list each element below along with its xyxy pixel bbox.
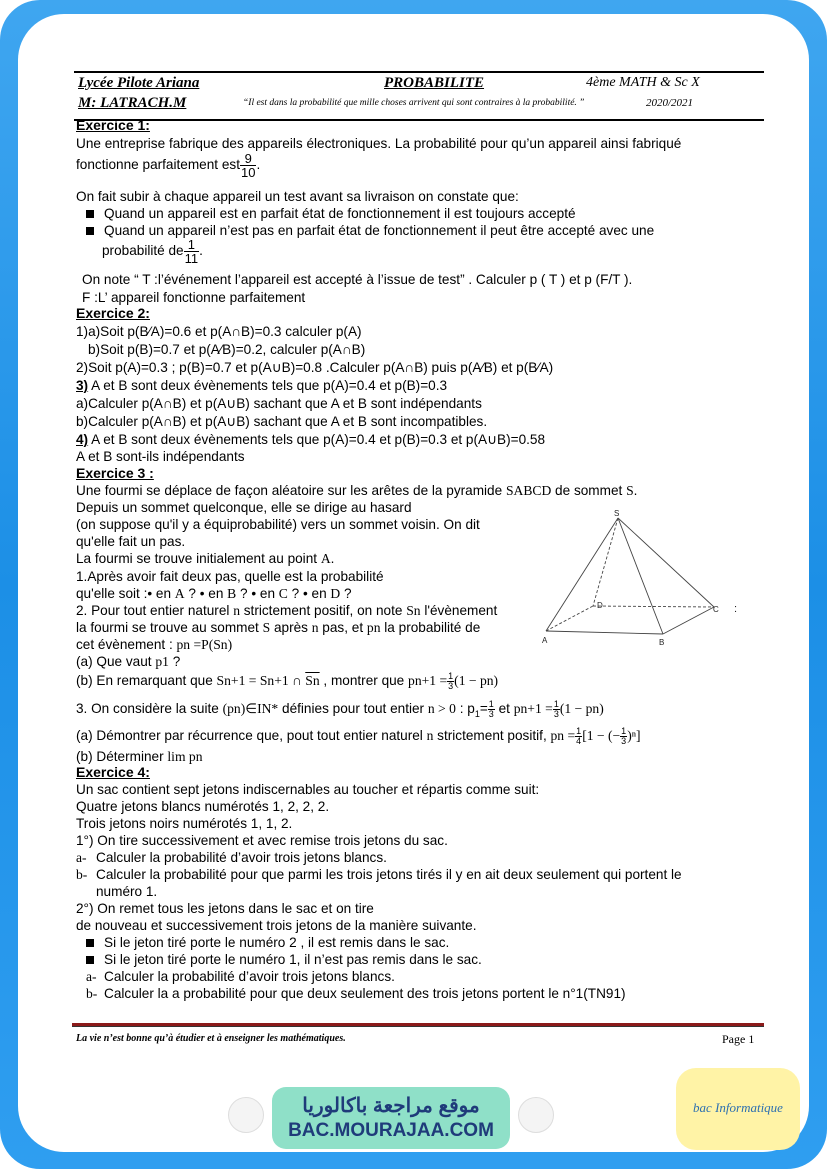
ex2-text: A et B sont deux évènements tels que p(A)=0.4 et p(B)=0.3 et p(A∪B)=0.58	[88, 432, 546, 447]
ex2-num: 3)	[76, 378, 89, 393]
bac-informatique-badge	[676, 1068, 800, 1150]
square-bullet-icon	[86, 939, 94, 947]
square-bullet-icon	[86, 210, 94, 218]
ex1-line: F :L’ appareil fonctionne parfaitement	[82, 290, 306, 305]
ex3-line: 3. On considère la suite (pn)∈IN* définies pour tout entier n > 0 : $p_1=$ $\frac{1}{3}$ et pn+1 = $\frac{1}{3}$ (1 − pn)	[76, 699, 604, 719]
ex2-line: 1)a)Soit p(B⁄A)=0.6 et p(A∩B)=0.3 calculer p(A)	[76, 324, 362, 339]
ex4-line: 1°) On tire successivement et avec remise trois jetons du sac.	[76, 833, 448, 848]
fraction: $\frac{1}{4}$	[576, 726, 582, 746]
ex4-line: numéro 1.	[96, 884, 158, 899]
edge-ad	[546, 606, 593, 631]
fraction: $\frac{1}{3}$	[621, 726, 627, 746]
badge-label: bac Informatique	[693, 1100, 783, 1115]
site-banner[interactable]	[272, 1087, 510, 1149]
ex3-line: qu'elle soit :• en A ? • en B ? • en C ? • en D ?	[76, 586, 352, 601]
ex2-line: A et B sont-ils indépendants	[76, 449, 245, 464]
edge-sb	[618, 518, 663, 634]
edge-dc	[593, 606, 714, 607]
pyramid-figure	[538, 508, 748, 653]
page-number: Page 1	[722, 1032, 755, 1046]
footer-divider	[72, 1023, 764, 1027]
edge-ab	[546, 631, 663, 634]
ex4-line: Trois jetons noirs numérotés 1, 1, 2.	[76, 816, 293, 831]
edge-sc	[618, 518, 714, 607]
ex1-line	[102, 238, 203, 265]
ex1-text: probabilité de	[102, 243, 184, 259]
ex3-line: la fourmi se trouve au sommet S après n pas, et pn la probabilité de	[76, 620, 481, 635]
ex1-bullet-text: Quand un appareil n’est pas en parfait état de fonctionnement il peut être accepté avec une	[104, 223, 655, 238]
ex4-bullet: Si le jeton tiré porte le numéro 1, il n’est pas remis dans le sac.	[76, 951, 482, 968]
vertex-label-c: C	[713, 605, 719, 614]
fraction: $\frac{1}{11}$	[184, 237, 199, 266]
square-bullet-icon	[86, 227, 94, 235]
ex3-line: cet évènement : pn =P(Sn)	[76, 637, 233, 652]
footer-quote: La vie n’est bonne qu’à étudier et à enseigner les mathématiques.	[76, 1033, 346, 1044]
exercise-1-title: Exercice 1:	[76, 117, 150, 133]
vertex-label-a: A	[542, 636, 548, 645]
ex3-line: (b) En remarquant que Sn+1 = Sn+1 ∩ $\overline{Sn}$ , montrer que pn+1 = $\frac{1}{3}$ (1 − pn)	[76, 671, 499, 691]
fraction: $\frac{1}{3}$	[448, 671, 454, 691]
ex1-dot: .	[256, 157, 261, 173]
ex4-bullet: Si le jeton tiré porte le numéro 2 , il est remis dans le sac.	[76, 934, 449, 951]
site-logo-icon	[518, 1097, 554, 1133]
ex3-line: (on suppose qu'il y a équiprobabilité) vers un sommet voisin. On dit	[76, 517, 480, 532]
ex2-num: 4)	[76, 432, 89, 447]
ex4-line: de nouveau et successivement trois jetons de la manière suivante.	[76, 918, 477, 933]
ex4-line: Quatre jetons blancs numérotés 1, 2, 2, 2.	[76, 799, 330, 814]
fraction: $\frac{9}{10}$	[240, 151, 256, 180]
ex1-line: Une entreprise fabrique des appareils électroniques. La probabilité pour qu’un appareil ainsi fabriqué	[76, 136, 682, 151]
fraction: $\frac{1}{3}$	[488, 699, 494, 719]
ex4-line: a- Calculer la probabilité d’avoir trois jetons blancs.	[86, 969, 395, 984]
class-label: 4ème MATH & Sc X	[586, 75, 700, 90]
ex4-line: b- Calculer la probabilité pour que parmi les trois jetons tirés il y en ait deux seulement qui portent le	[76, 867, 682, 882]
ex3-line: 2. Pour tout entier naturel n strictement positif, on note Sn l'évènement	[76, 603, 498, 618]
exercise-4-title: Exercice 4:	[76, 764, 150, 780]
ex3-line: Une fourmi se déplace de façon aléatoire sur les arêtes de la pyramide SABCD de sommet S.	[76, 483, 638, 498]
vertex-label-d: D	[597, 601, 603, 610]
site-url[interactable]: BAC.MOURAJAA.COM	[288, 1120, 494, 1141]
ex2-line: b)Soit p(B)=0.7 et p(A⁄B)=0.2, calculer p(A∩B)	[88, 342, 366, 357]
edge-bc	[663, 607, 714, 634]
site-name-arabic: موقع مراجعة باكالوريا	[302, 1095, 480, 1117]
ex4-line: Un sac contient sept jetons indiscernables au toucher et répartis comme suit:	[76, 782, 540, 797]
ex1-line	[76, 152, 260, 179]
ex3-line: qu'elle fait un pas.	[76, 534, 186, 549]
header-box	[74, 71, 764, 121]
site-logo-icon	[228, 1097, 264, 1133]
ex4-line: b- Calculer la a probabilité pour que deux seulement des trois jetons portent le n°1(TN91)	[86, 986, 626, 1001]
vertex-label-b: B	[659, 638, 665, 647]
exercise-2-title: Exercice 2:	[76, 305, 150, 321]
ex2-line	[76, 431, 545, 448]
ex2-text: A et B sont deux évènements tels que p(A)=0.4 et p(B)=0.3	[88, 378, 448, 393]
ex3-line: (a) Que vaut p1 ?	[76, 654, 181, 669]
ex4-line: 2°) On remet tous les jetons dans le sac et on tire	[76, 901, 374, 916]
school-name: Lycée Pilote Ariana	[78, 75, 200, 91]
vertex-label-s: S	[614, 509, 620, 518]
ex1-line: On note “ T :l’événement l’appareil est accepté à l’issue de test” . Calculer p ( T ) et p (F/T ).	[82, 272, 633, 287]
ex2-line	[76, 377, 447, 394]
ex2-line: a)Calculer p(A∩B) et p(A∪B) sachant que A et B sont indépendants	[76, 396, 482, 411]
ex2-line: 2)Soit p(A)=0.3 ; p(B)=0.7 et p(A∪B)=0.8 .Calculer p(A∩B) puis p(A⁄B) et p(B⁄A)	[76, 360, 554, 375]
ex1-bullet	[76, 205, 576, 222]
exercise-3-title: Exercice 3 :	[76, 465, 154, 481]
figure-colon: :	[734, 603, 738, 615]
ex3-line: (b) Déterminer lim pn	[76, 749, 203, 764]
ex1-text: fonctionne parfaitement est	[76, 157, 240, 173]
ex3-line: (a) Démontrer par récurrence que, pout tout entier naturel n strictement positif, pn = $\frac{1}{4}$ [1 − (− $\frac{1}{3}$ )ⁿ]	[76, 726, 641, 746]
school-year: 2020/2021	[646, 97, 694, 109]
subject-title: PROBABILITE	[384, 75, 485, 91]
ex1-dot: .	[199, 243, 203, 259]
ex3-line: 1.Après avoir fait deux pas, quelle est la probabilité	[76, 569, 384, 584]
square-bullet-icon	[86, 956, 94, 964]
ex2-line: b)Calculer p(A∩B) et p(A∪B) sachant que A et B sont incompatibles.	[76, 414, 488, 429]
edge-sa	[546, 518, 618, 631]
fraction: $\frac{1}{3}$	[553, 699, 559, 719]
ex1-bullet-text: Quand un appareil est en parfait état de fonctionnement il est toujours accepté	[104, 206, 576, 221]
header-quote: “Il est dans la probabilité que mille choses arrivent qui sont contraires à la probabilité. ”	[243, 98, 585, 108]
ex3-line: La fourmi se trouve initialement au point A.	[76, 551, 335, 566]
teacher-name: M: LATRACH.M	[78, 95, 187, 111]
ex1-bullet	[76, 222, 654, 239]
ex4-line: a- Calculer la probabilité d’avoir trois jetons blancs.	[76, 850, 387, 865]
ex1-line: On fait subir à chaque appareil un test avant sa livraison on constate que:	[76, 189, 519, 204]
ex3-line: Depuis un sommet quelconque, elle se dirige au hasard	[76, 500, 412, 515]
edge-sd	[593, 518, 618, 606]
